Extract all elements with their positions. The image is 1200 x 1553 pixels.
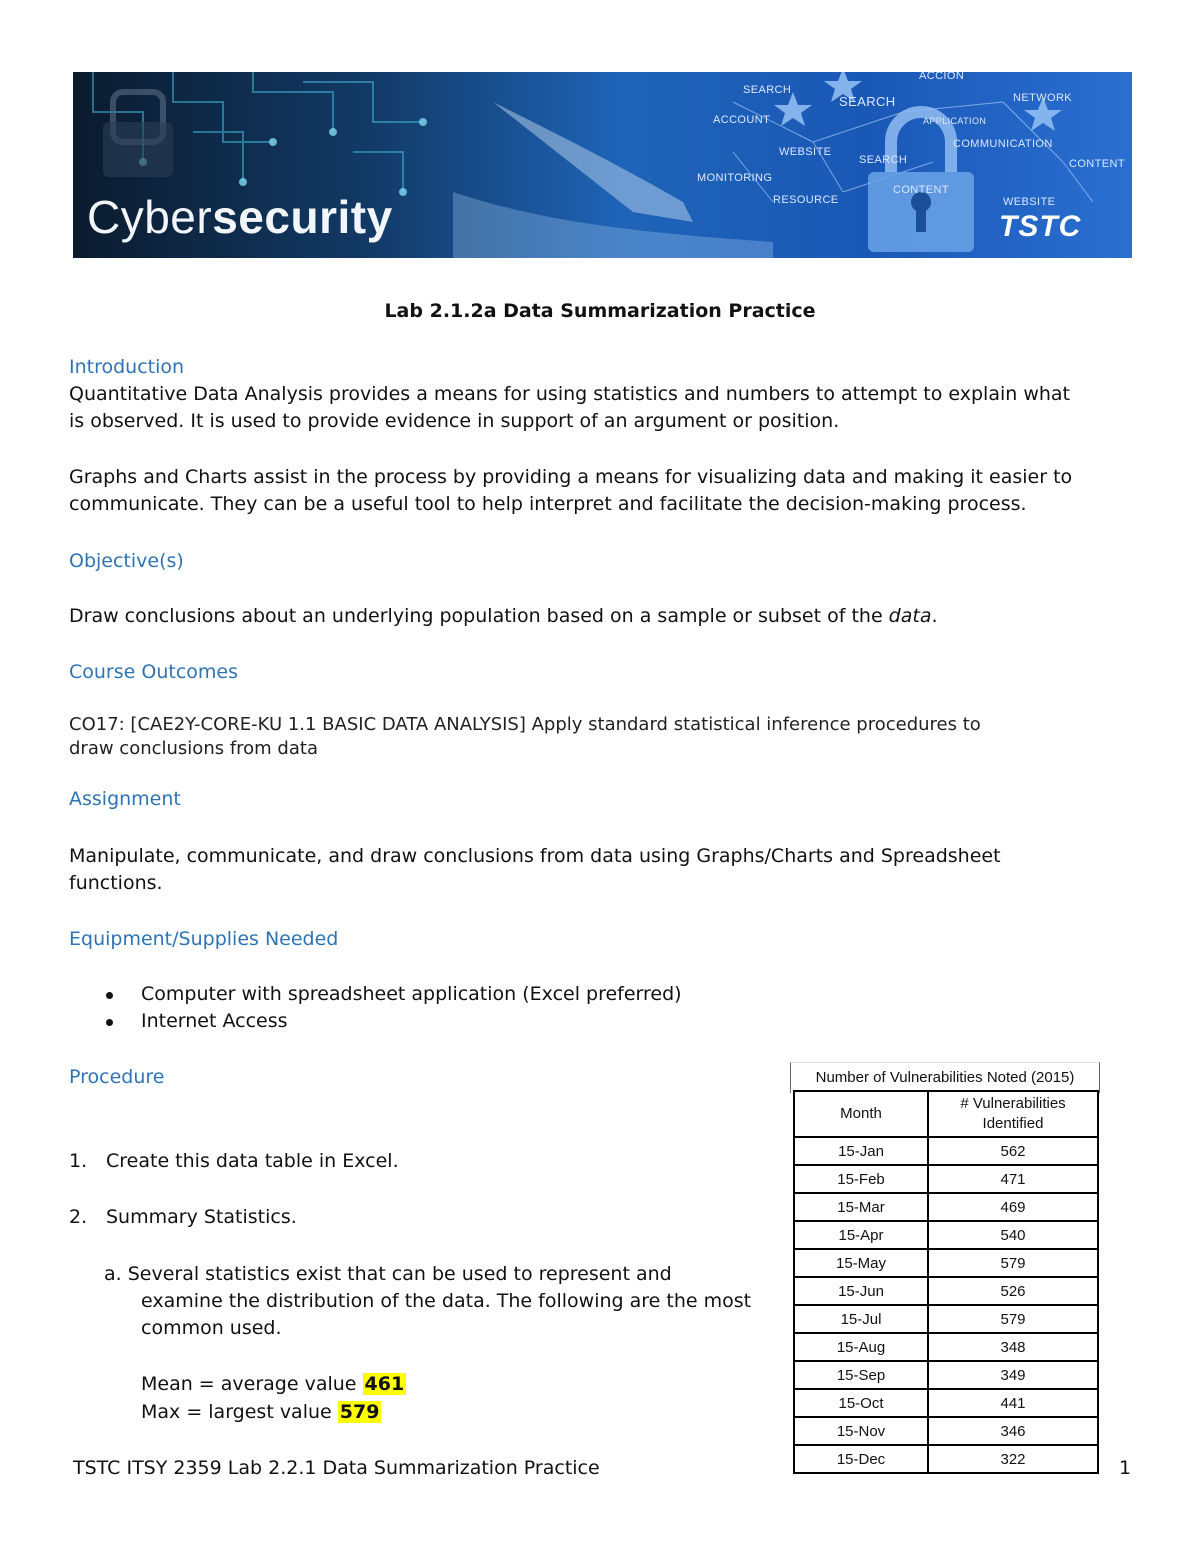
header-line-2: Identified bbox=[982, 1115, 1044, 1132]
count-cell: 349 bbox=[928, 1361, 1098, 1389]
objective-text-end: . bbox=[931, 605, 938, 627]
max-statistic bbox=[141, 1399, 381, 1426]
step-text: Create this data table in Excel. bbox=[106, 1150, 399, 1172]
equipment-item bbox=[106, 983, 682, 1005]
assignment-line-2: functions. bbox=[69, 872, 163, 894]
banner-tag: RESOURCE bbox=[773, 194, 839, 206]
equipment-item-text: Internet Access bbox=[141, 1010, 288, 1032]
tstc-logo: TSTC bbox=[999, 210, 1082, 243]
banner-tag: SEARCH bbox=[859, 154, 908, 166]
count-cell: 471 bbox=[928, 1165, 1098, 1193]
table-row bbox=[794, 1333, 1098, 1361]
objective-text bbox=[69, 603, 938, 630]
count-cell: 579 bbox=[928, 1249, 1098, 1277]
banner-tag: NETWORK bbox=[1013, 92, 1073, 104]
month-cell: 15-Jun bbox=[794, 1277, 928, 1305]
step-2a-line-3: common used. bbox=[141, 1317, 282, 1339]
count-cell: 469 bbox=[928, 1193, 1098, 1221]
table-row bbox=[794, 1249, 1098, 1277]
month-cell: 15-Nov bbox=[794, 1417, 928, 1445]
month-cell: 15-Feb bbox=[794, 1165, 928, 1193]
introduction-heading: Introduction bbox=[69, 356, 185, 378]
count-cell: 540 bbox=[928, 1221, 1098, 1249]
intro-p1-line-1: Quantitative Data Analysis provides a means for using statistics and numbers to attempt to explain what bbox=[69, 383, 1070, 405]
banner-title bbox=[87, 190, 393, 244]
intro-paragraph-2 bbox=[69, 464, 1072, 518]
banner-tag: CONTENT bbox=[893, 184, 949, 196]
intro-paragraph-1 bbox=[69, 381, 1070, 435]
table-row bbox=[794, 1305, 1098, 1333]
table-row bbox=[794, 1417, 1098, 1445]
course-outcomes-heading: Course Outcomes bbox=[69, 661, 238, 683]
banner-tag: COMMUNICATION bbox=[953, 138, 1053, 150]
objective-text-main: Draw conclusions about an underlying population based on a sample or subset of the bbox=[69, 605, 889, 627]
table-row bbox=[794, 1165, 1098, 1193]
table-header-row bbox=[794, 1091, 1098, 1137]
banner-tag: SEARCH bbox=[743, 84, 792, 96]
month-cell: 15-Aug bbox=[794, 1333, 928, 1361]
step-2a-line-2: examine the distribution of the data. The following are the most bbox=[141, 1290, 752, 1312]
assignment-text bbox=[69, 843, 1001, 897]
header-line-1: # Vulnerabilities bbox=[960, 1095, 1066, 1112]
month-cell: 15-Jul bbox=[794, 1305, 928, 1333]
procedure-step-2 bbox=[69, 1206, 297, 1228]
banner-tag: SEARCH bbox=[839, 94, 896, 109]
month-cell: 15-May bbox=[794, 1249, 928, 1277]
intro-p2-line-1: Graphs and Charts assist in the process by providing a means for visualizing data and making it easier to bbox=[69, 466, 1073, 488]
step-text: Summary Statistics. bbox=[106, 1206, 297, 1228]
banner-tag: CONTENT bbox=[1069, 158, 1125, 170]
count-cell: 562 bbox=[928, 1137, 1098, 1165]
max-value: 579 bbox=[339, 1401, 380, 1423]
course-outcome-co17 bbox=[69, 713, 981, 761]
banner-tag: ACCION bbox=[919, 72, 965, 82]
outcome-line-1: CO17: [CAE2Y-CORE-KU 1.1 BASIC DATA ANALYSIS] Apply standard statistical inference procedures to bbox=[69, 714, 981, 735]
count-cell: 526 bbox=[928, 1277, 1098, 1305]
page-number: 1 bbox=[1119, 1457, 1132, 1479]
intro-p2-line-2: communicate. They can be a useful tool to help interpret and facilitate the decision-making process. bbox=[69, 493, 1027, 515]
table-row bbox=[794, 1277, 1098, 1305]
month-cell: 15-Mar bbox=[794, 1193, 928, 1221]
assignment-line-1: Manipulate, communicate, and draw conclusions from data using Graphs/Charts and Spreadsheet bbox=[69, 845, 1001, 867]
month-column-header: Month bbox=[794, 1091, 928, 1137]
outcome-line-2: draw conclusions from data bbox=[69, 738, 318, 759]
table-row bbox=[794, 1221, 1098, 1249]
table-row bbox=[794, 1193, 1098, 1221]
procedure-heading: Procedure bbox=[69, 1066, 165, 1088]
step-number: 1. bbox=[69, 1150, 88, 1172]
step-2a-line-1: a. Several statistics exist that can be used to represent and bbox=[104, 1263, 672, 1285]
banner-title-bold: security bbox=[212, 191, 393, 243]
objective-text-emphasis: data bbox=[888, 605, 932, 627]
banner-title-light: Cyber bbox=[87, 191, 213, 243]
month-cell: 15-Jan bbox=[794, 1137, 928, 1165]
procedure-step-2a bbox=[104, 1261, 751, 1342]
padlock-icon bbox=[868, 112, 974, 252]
page-footer: TSTC ITSY 2359 Lab 2.2.1 Data Summarization Practice bbox=[73, 1457, 600, 1479]
mean-statistic bbox=[141, 1371, 406, 1398]
banner-tag: ACCOUNT bbox=[713, 114, 771, 126]
banner-tag: MONITORING bbox=[697, 172, 773, 184]
vulnerabilities-table bbox=[793, 1090, 1099, 1474]
count-cell: 579 bbox=[928, 1305, 1098, 1333]
month-cell: 15-Sep bbox=[794, 1361, 928, 1389]
max-label: Max = largest value bbox=[141, 1401, 338, 1423]
table-row bbox=[794, 1137, 1098, 1165]
equipment-heading: Equipment/Supplies Needed bbox=[69, 928, 339, 950]
count-cell: 322 bbox=[928, 1445, 1098, 1473]
banner-tag: WEBSITE bbox=[779, 146, 832, 158]
document-title: Lab 2.1.2a Data Summarization Practice bbox=[384, 300, 816, 322]
month-cell: 15-Oct bbox=[794, 1389, 928, 1417]
banner-tag: WEBSITE bbox=[1003, 196, 1056, 208]
count-cell: 441 bbox=[928, 1389, 1098, 1417]
table-row bbox=[794, 1361, 1098, 1389]
step-number: 2. bbox=[69, 1206, 88, 1228]
hand-shape bbox=[493, 102, 693, 222]
table-row bbox=[794, 1445, 1098, 1473]
count-cell: 348 bbox=[928, 1333, 1098, 1361]
mean-value: 461 bbox=[364, 1373, 405, 1395]
banner-tag: APPLICATION bbox=[923, 116, 987, 126]
procedure-step-1 bbox=[69, 1150, 399, 1172]
objectives-heading: Objective(s) bbox=[69, 550, 184, 572]
header-banner bbox=[73, 72, 1132, 258]
month-cell: 15-Dec bbox=[794, 1445, 928, 1473]
table-caption: Number of Vulnerabilities Noted (2015) bbox=[790, 1062, 1100, 1093]
intro-p1-line-2: is observed. It is used to provide evidence in support of an argument or position. bbox=[69, 410, 840, 432]
count-cell: 346 bbox=[928, 1417, 1098, 1445]
mean-label: Mean = average value bbox=[141, 1373, 363, 1395]
table-row bbox=[794, 1389, 1098, 1417]
month-cell: 15-Apr bbox=[794, 1221, 928, 1249]
vulnerabilities-column-header bbox=[928, 1091, 1098, 1137]
equipment-item-text: Computer with spreadsheet application (Excel preferred) bbox=[141, 983, 682, 1005]
assignment-heading: Assignment bbox=[69, 788, 181, 810]
equipment-item bbox=[106, 1010, 288, 1032]
